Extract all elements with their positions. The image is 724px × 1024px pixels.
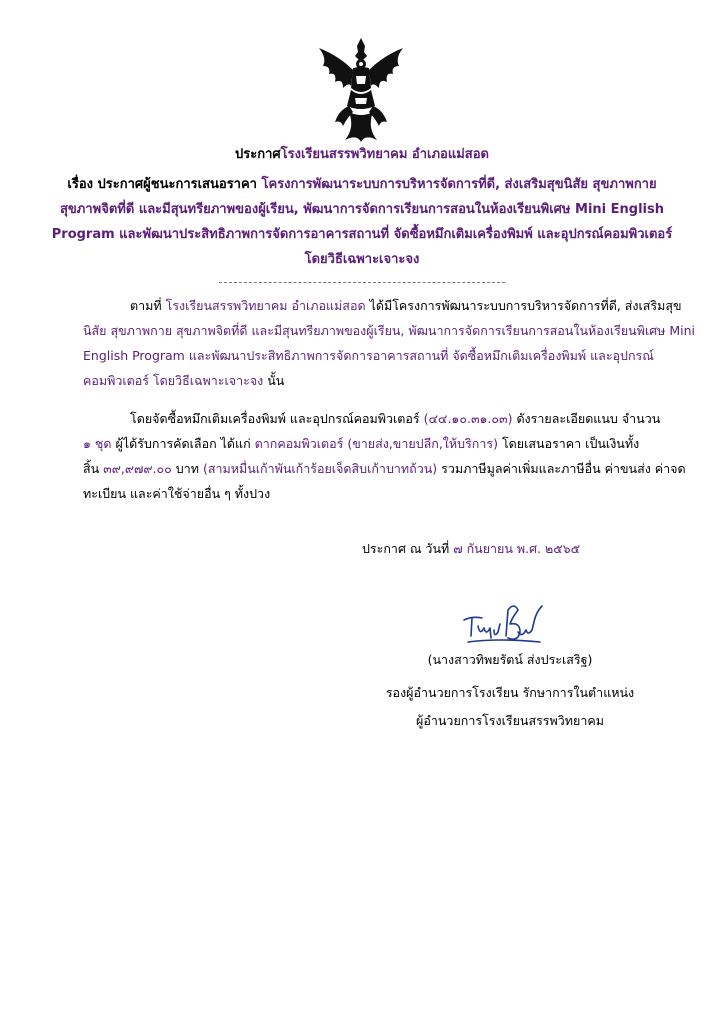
announcement-title [40, 146, 684, 164]
para2-total-label: สิ้น [83, 461, 100, 476]
para1-end: นั้น [267, 373, 285, 388]
para1-text-c: ได้มีโครงการพัฒนาระบบการบริหารจัดการที่ดี, ส่งเสริมสุข [369, 298, 682, 313]
para2-text-d: โดยเสนอราคา เป็นเงินทั้ง [501, 436, 640, 451]
para2-text-c: ดังรายละเอียดแนบ จำนวน [516, 411, 661, 426]
school-title: โรงเรียนสรรพวิทยาคม อำเภอแม่สอด [280, 147, 489, 162]
para2-amount-words: (สามหมื่นเก้าพันเก้าร้อยเจ็ดสิบเก้าบาทถ้วน) [202, 461, 438, 476]
signatory-position-1: รองผู้อำนวยการโรงเรียน รักษาการในตำแหน่ง [385, 685, 635, 700]
subject-text-1: โครงการพัฒนาระบบการบริหารจัดการที่ดี, ส่งเสริมสุขนิสัย สุขภาพกาย [261, 177, 657, 192]
para1-line-2: นิสัย สุขภาพกาย สุขภาพจิตที่ดี และมีสุนทรียภาพของผู้เรียน, พัฒนาการจัดการเรียนการสอนในห้องเรียนพิเศษ Mini [83, 323, 696, 338]
para2-line-4: ทะเบียน และค่าใช้จ่ายอื่น ๆ ทั้งปวง [83, 486, 271, 501]
para2-line-3 [83, 460, 686, 478]
para2-code: (๔๔.๑๐.๓๑.๐๓) [423, 411, 513, 426]
announce-prefix: ประกาศ [235, 147, 281, 162]
subject-line-1 [40, 176, 684, 194]
divider [219, 282, 505, 283]
para2-vendor: ตากคอมพิวเตอร์ (ขายส่ง,ขายปลีก,ให้บริการ) [254, 436, 498, 451]
para2-amount: ๓๙,๙๗๙.๐๐ [103, 461, 172, 476]
para2-line-2 [83, 435, 639, 453]
signatory-name: (นางสาวทิพยรัตน์ ส่งประเสริฐ) [427, 652, 593, 667]
subject-line-2: สุขภาพจิตที่ดี และมีสุนทรียภาพของผู้เรียน, พัฒนาการจัดการเรียนการสอนในห้องเรียนพิเศษ Mini English [59, 202, 665, 217]
para1-text-a: ตามที่ [130, 298, 162, 313]
subject-line-3: Program และพัฒนาประสิทธิภาพการจัดการอาคารสถานที่ จัดซื้อหมึกเติมเครื่องพิมพ์ และอุปกรณ์คอมพิวเตอร์ [51, 227, 673, 242]
subject-prefix: ประกาศผู้ชนะการเสนอราคา [97, 177, 257, 192]
signature-image [458, 596, 548, 648]
subject-label: เรื่อง [67, 177, 93, 192]
para1-school-name: โรงเรียนสรรพวิทยาคม อำเภอแม่สอด [165, 298, 366, 313]
para1-line-4 [83, 372, 284, 390]
para1-line-3: English Program และพัฒนาประสิทธิภาพการจัดการอาคารสถานที่ จัดซื้อหมึกเติมเครื่องพิมพ์ และอุปกรณ์ [83, 348, 654, 363]
garuda-emblem-icon [309, 36, 413, 144]
para2-qty: ๑ ชุด [83, 436, 112, 451]
subject-line-4: โดยวิธีเฉพาะเจาะจง [304, 252, 420, 267]
para2-text-b: ผู้ได้รับการคัดเลือก ได้แก่ [115, 436, 251, 451]
para2-text-e: รวมภาษีมูลค่าเพิ่มและภาษีอื่น ค่าขนส่ง ค่าจด [441, 461, 686, 476]
para2-text-a: โดยจัดซื้อหมึกเติมเครื่องพิมพ์ และอุปกรณ์คอมพิวเตอร์ [130, 411, 420, 426]
date-prefix: ประกาศ ณ วันที่ [362, 541, 450, 556]
announce-date: ๗ กันยายน พ.ศ. ๒๕๖๕ [453, 541, 581, 556]
date-line [362, 540, 580, 558]
para2-currency: บาท [175, 461, 199, 476]
para1-text-4: คอมพิวเตอร์ โดยวิธีเฉพาะเจาะจง [83, 373, 264, 388]
para1-line-1 [130, 297, 682, 315]
para2-line-1 [130, 410, 660, 428]
signatory-position-2: ผู้อำนวยการโรงเรียนสรรพวิทยาคม [416, 713, 604, 728]
